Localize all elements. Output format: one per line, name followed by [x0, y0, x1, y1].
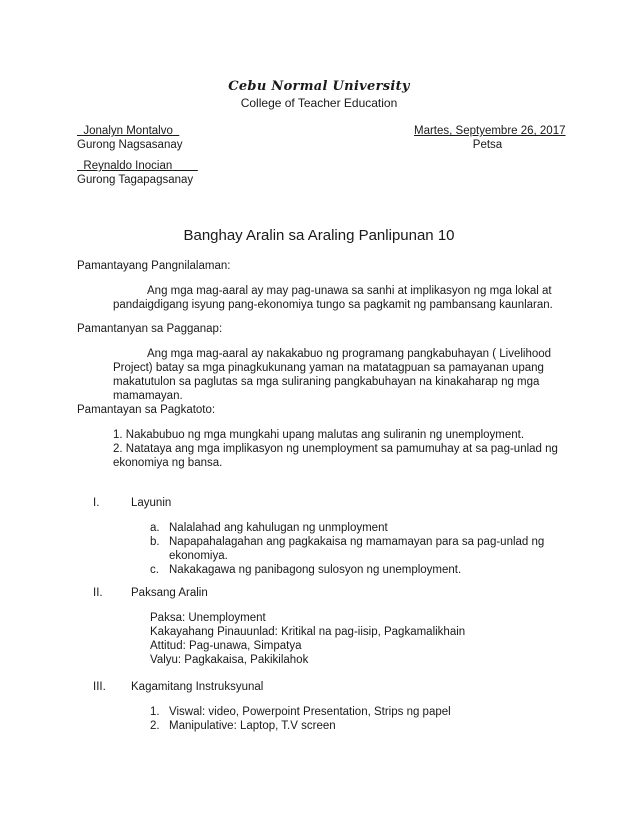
list-item: Napapahalagahan ang pagkakaisa ng mamamayan para sa pag-unlad ng ekonomiya. [169, 536, 545, 562]
teacher-role: Gurong Nagsasanay [77, 139, 183, 151]
section-numeral: III. [93, 681, 106, 693]
university-name: Cebu Normal University [228, 79, 410, 94]
learning-standard-item: 1. Nakabubuo ng mga mungkahi upang malutas ang suliranin ng unemployment. [113, 429, 525, 441]
lesson-plan-title: Banghay Aralin sa Araling Panlipunan 10 [183, 227, 455, 244]
list-marker: c. [150, 564, 159, 576]
section-title-kagamitang-instruksyunal: Kagamitang Instruksyunal [131, 681, 264, 693]
lesson-date: Martes, Septyembre 26, 2017 [414, 125, 566, 137]
learning-standard-heading: Pamantayan sa Pagkatoto: [77, 404, 216, 416]
learning-standard-item: 2. Natataya ang mga implikasyon ng unemployment sa pamumuhay at sa pag-unlad ng ekonomiya ng bansa. [113, 443, 558, 469]
list-marker: b. [150, 536, 160, 548]
list-marker: 2. [150, 720, 160, 732]
topic-line: Paksa: Unemployment [150, 612, 266, 624]
list-item: Nalalahad ang kahulugan ng unmployment [169, 522, 388, 534]
section-title-layunin: Layunin [131, 497, 172, 509]
date-label: Petsa [472, 139, 503, 151]
performance-standard-heading: Pamantanyan sa Pagganap: [77, 323, 223, 335]
values-line: Valyu: Pagkakaisa, Pakikilahok [150, 654, 309, 666]
teacher-name: Jonalyn Montalvo [83, 125, 173, 137]
performance-standard-text: Ang mga mag-aaral ay nakakabuo ng programang pangkabuhayan ( Livelihood Project) batay sa mga pinagkukunang yaman na matatagpuan sa pamayanan upang makatutulon sa paglutas sa mga suliraning pangkabuhayan na kinakaharap ng mga mamamayan. [113, 348, 552, 402]
section-numeral: I. [93, 497, 100, 509]
supervisor-name: Reynaldo Inocian [83, 160, 173, 172]
list-marker: 1. [150, 706, 160, 718]
list-item: Viswal: video, Powerpoint Presentation, Strips ng papel [169, 706, 451, 718]
list-item: Nakakagawa ng panibagong sulosyon ng unemployment. [169, 564, 462, 576]
college-name: College of Teacher Education [240, 96, 398, 110]
content-standard-text: Ang mga mag-aaral ay may pag-unawa sa sanhi at implikasyon ng mga lokal at pandaigdigang isyung pang-ekonomiya tungo sa pagkamit ng pambansang kaunlaran. [113, 285, 553, 311]
list-marker: a. [150, 522, 160, 534]
list-item: Manipulative: Laptop, T.V screen [169, 720, 336, 732]
attitude-line: Attitud: Pag-unawa, Simpatya [150, 640, 302, 652]
section-numeral: II. [93, 587, 103, 599]
content-standard-heading: Pamantayang Pangnilalaman: [77, 260, 231, 272]
skills-line: Kakayahang Pinauunlad: Kritikal na pag-iisip, Pagkamalikhain [150, 626, 466, 638]
section-title-paksang-aralin: Paksang Aralin [131, 587, 208, 599]
supervisor-role: Gurong Tagapagsanay [77, 174, 194, 186]
